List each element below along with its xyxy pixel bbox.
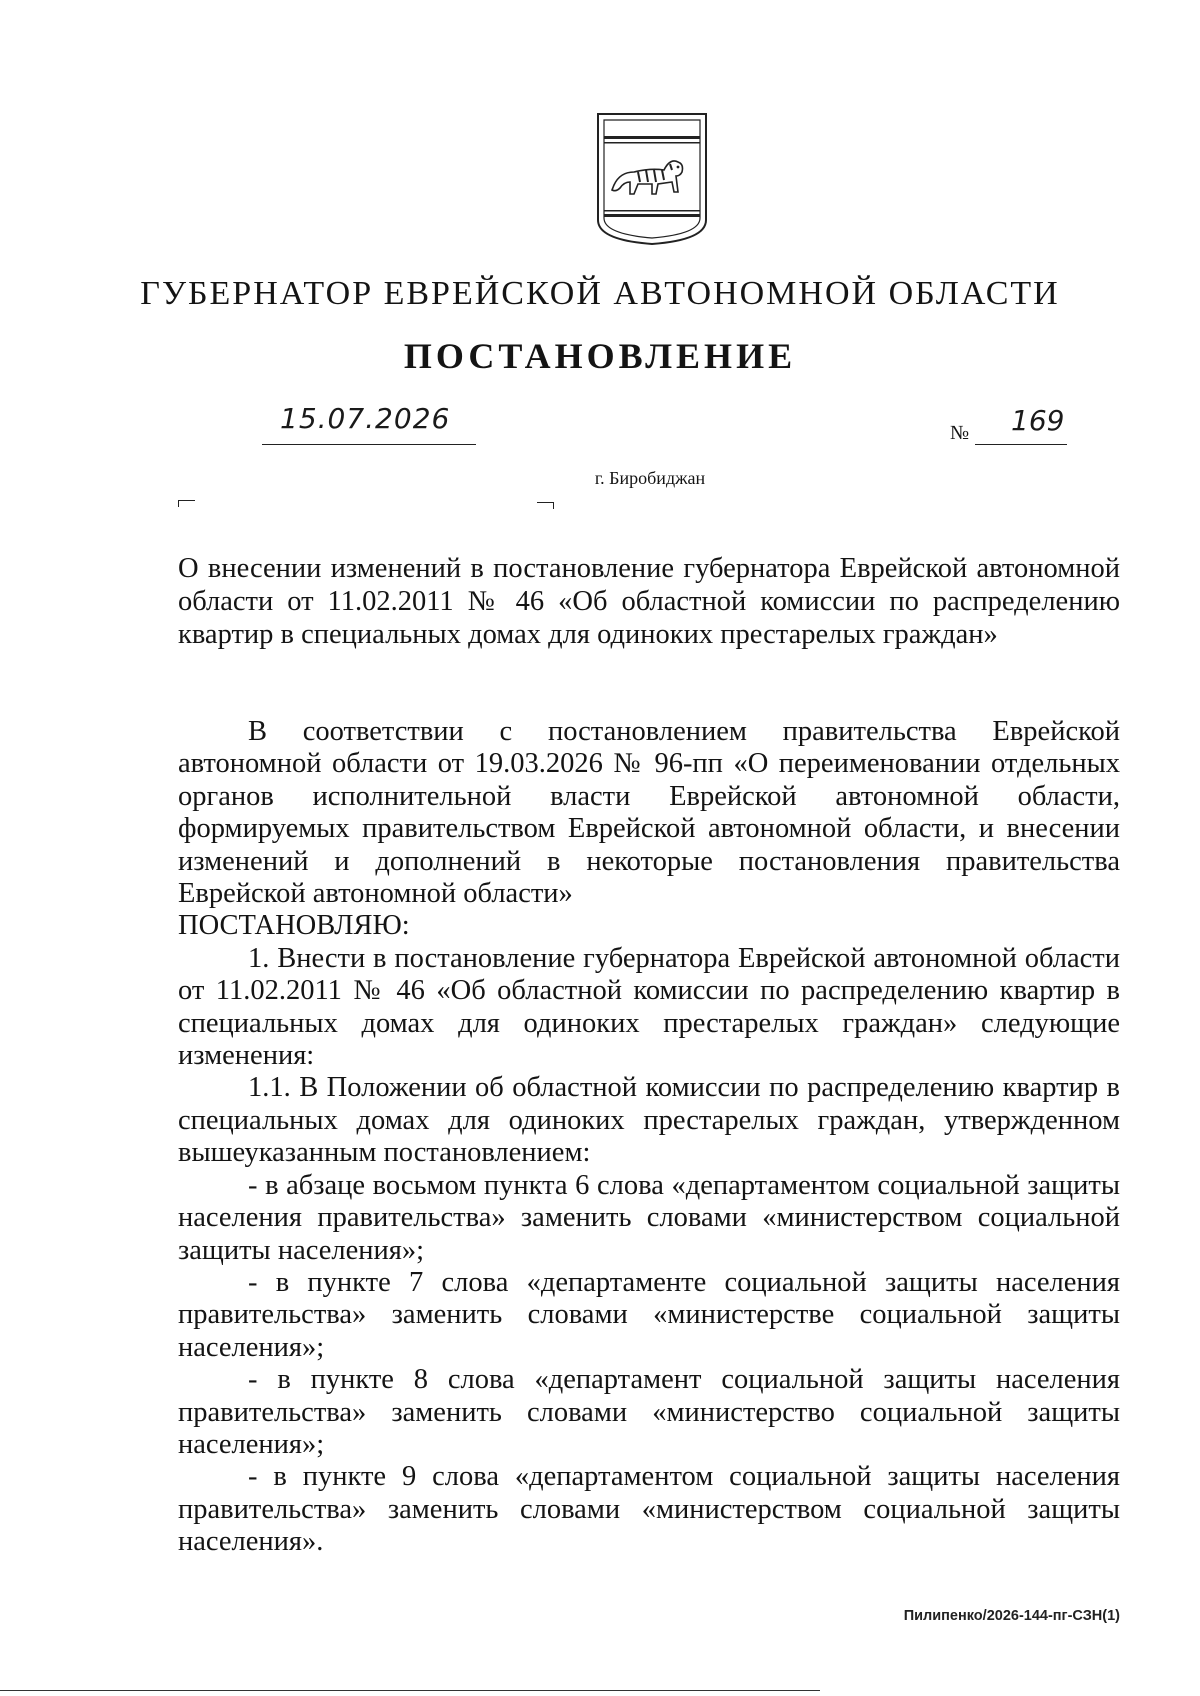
document-body [178,716,1120,1559]
executor-reference: Пилипенко/2026-144-пг-СЗН(1) [903,1608,1120,1624]
body-paragraph: - в пункте 7 слова «департаменте социальной защиты населения правительства» заменить словами «министерстве социальной защиты населения»; [178,1266,1120,1363]
handwritten-document-number: 169 [1011,404,1065,437]
document-type-title: ПОСТАНОВЛЕНИЕ [403,336,797,376]
body-paragraph: 1. Внести в постановление губернатора Еврейской автономной области от 11.02.2011 № 46 «Об областной комиссии по распределению квартир в специальных домах для одиноких престарелых граждан» следующие изменения: [178,942,1120,1072]
body-paragraph: - в пункте 9 слова «департаментом социальной защиты населения правительства» заменить словами «министерством социальной защиты населения». [178,1461,1120,1558]
subject-corner-mark-right [537,502,554,509]
issuing-authority: ГУБЕРНАТОР ЕВРЕЙСКОЙ АВТОНОМНОЙ ОБЛАСТИ [140,275,1060,312]
bottom-divider [0,1690,820,1691]
document-subject: О внесении изменений в постановление губернатора Еврейской автономной области от 11.02.2011 № 46 «Об областной комиссии по распределению квартир в специальных домах для одиноких престарелых граждан» [178,553,1120,650]
number-field [975,404,1067,445]
body-paragraph: - в абзаце восьмом пункта 6 слова «департаментом социальной защиты населения правительства» заменить словами «министерством социальной защиты населения»; [178,1169,1120,1266]
body-paragraph: - в пункте 8 слова «департамент социальной защиты населения правительства» заменить словами «министерство социальной защиты населения»; [178,1364,1120,1460]
emblem-tiger-coat-of-arms-icon [594,110,710,246]
body-paragraph: 1.1. В Положении об областной комиссии по распределению квартир в специальных домах для одиноких престарелых граждан, утвержденном вышеуказанным постановлением: [178,1072,1120,1169]
preamble-paragraph: В соответствии с постановлением правительства Еврейской автономной области от 19.03.2026 № 96-пп «О переименовании отдельных органов исполнительной власти Еврейской автономной области, формируемых правительством Еврейской автономной области, и внесении изменений и дополнений в некоторые постановления правительства Еврейской автономной области» [178,716,1120,910]
date-field [262,402,476,445]
city-line: г. Биробиджан [594,468,706,488]
number-sign: № [950,422,970,444]
subject-corner-mark-left [178,500,195,507]
decree-word: ПОСТАНОВЛЯЮ: [178,910,410,942]
handwritten-date: 15.07.2026 [280,402,451,435]
